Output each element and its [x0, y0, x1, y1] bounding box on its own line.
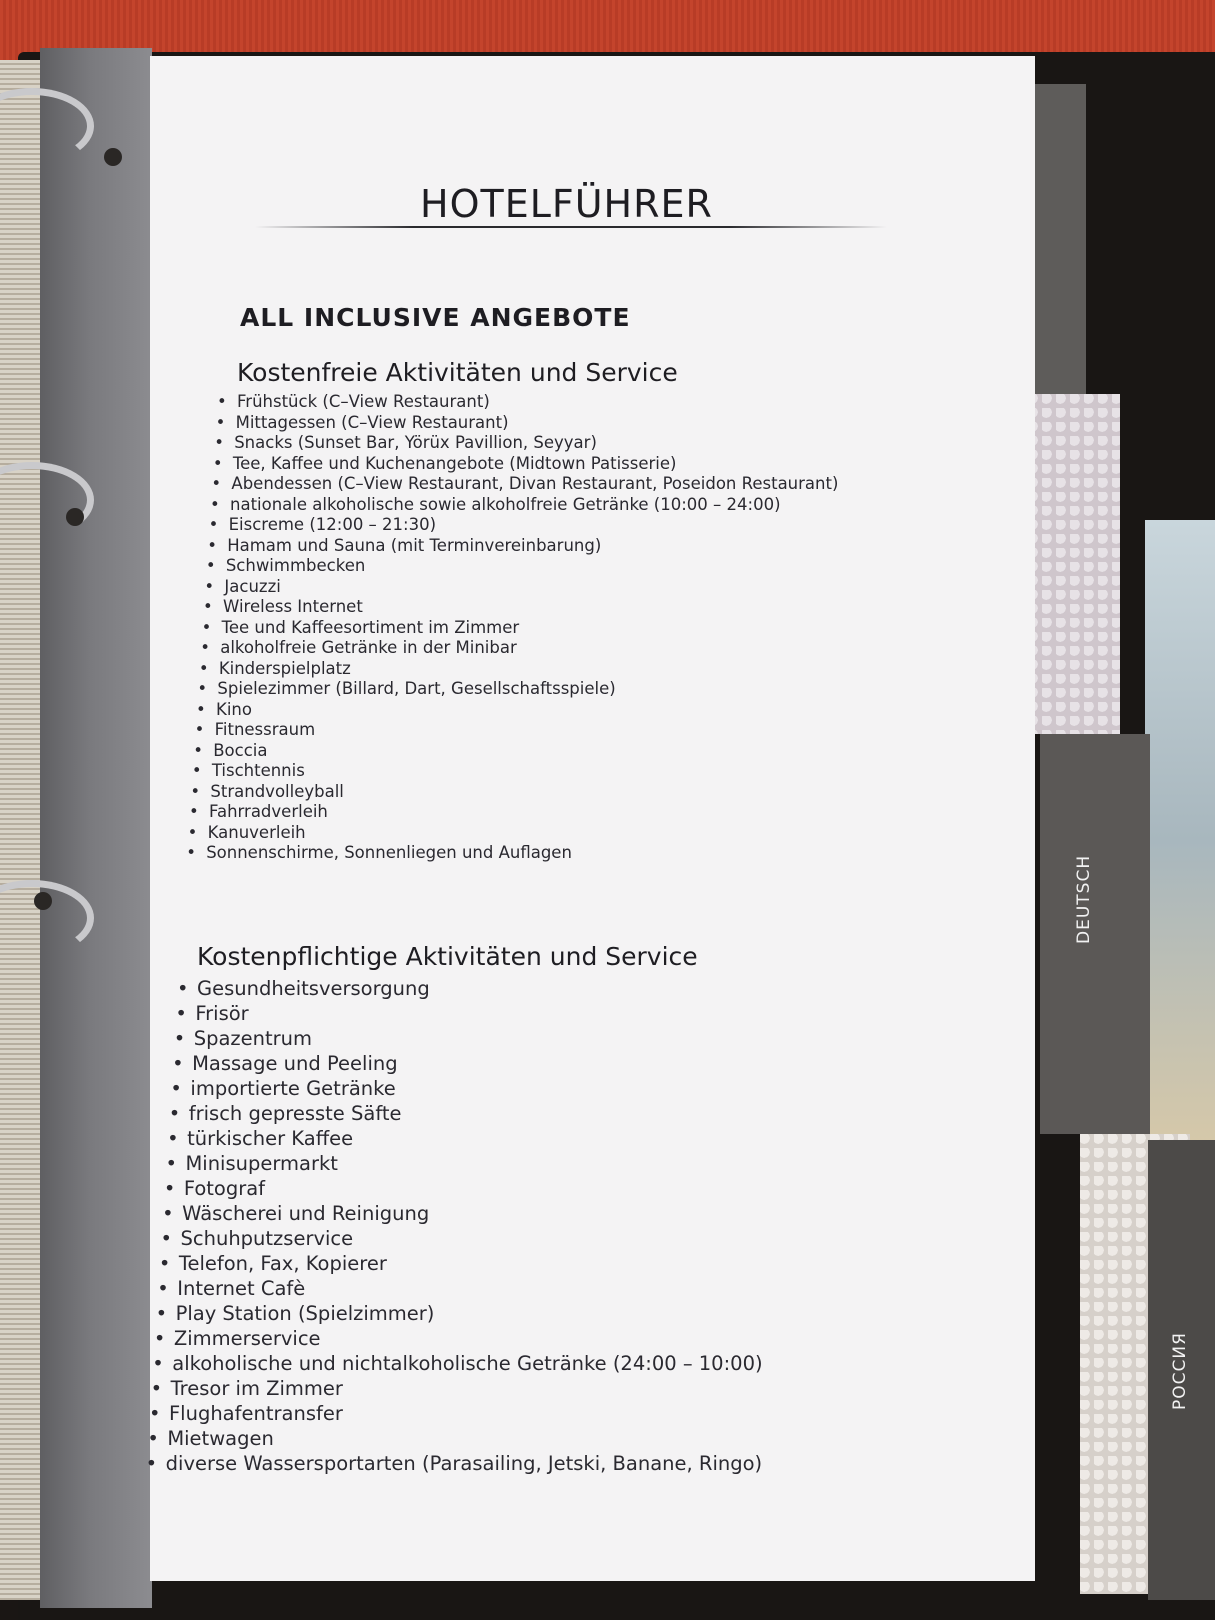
list-item: • türkischer Kaffee — [187, 1126, 784, 1151]
list-item: • Strandvolleyball — [210, 782, 817, 803]
list-item: • importierte Getränke — [190, 1076, 787, 1101]
list-item: • alkoholische und nichtalkoholische Getränke (24:00 – 10:00) — [172, 1351, 769, 1376]
list-item: • Fahrradverleih — [209, 802, 816, 823]
free-services-heading: Kostenfreie Aktivitäten und Service — [237, 358, 678, 387]
list-item: • Kanuverleih — [208, 823, 815, 844]
list-item: • Hamam und Sauna (mit Terminvereinbarung) — [227, 536, 834, 557]
title-divider — [255, 226, 887, 228]
list-item: • Wäscherei und Reinigung — [182, 1201, 779, 1226]
list-item: • Tee, Kaffee und Kuchenangebote (Midtown Patisserie) — [233, 454, 840, 475]
free-services-list — [206, 392, 844, 864]
list-item: • Abendessen (C–View Restaurant, Divan Restaurant, Poseidon Restaurant) — [231, 474, 838, 495]
list-item: • Schuhputzservice — [181, 1226, 778, 1251]
tab-label-deutsch: DEUTSCH — [1074, 854, 1094, 944]
punch-hole — [104, 148, 122, 166]
list-item: • Play Station (Spielzimmer) — [176, 1301, 773, 1326]
list-item: • Telefon, Fax, Kopierer — [179, 1251, 776, 1276]
tab-label-russian: РОССИЯ — [1170, 1332, 1190, 1410]
list-item: • Massage und Peeling — [192, 1051, 789, 1076]
list-item: • Kinderspielplatz — [219, 659, 826, 680]
list-item: • Mittagessen (C–View Restaurant) — [236, 413, 843, 434]
list-item: • frisch gepresste Säfte — [189, 1101, 786, 1126]
list-item: • Schwimmbecken — [226, 556, 833, 577]
list-item: • Fitnessraum — [215, 720, 822, 741]
list-item: • Frühstück (C–View Restaurant) — [237, 392, 844, 413]
page-stack — [0, 60, 40, 1600]
list-item: • Tee und Kaffeesortiment im Zimmer — [222, 618, 829, 639]
photo-page-edge — [1145, 520, 1215, 1160]
list-item: • Spielezimmer (Billard, Dart, Gesellschaftsspiele) — [217, 679, 824, 700]
list-item: • alkoholfreie Getränke in der Minibar — [220, 638, 827, 659]
list-item: • Kino — [216, 700, 823, 721]
page-title: HOTELFÜHRER — [420, 182, 713, 226]
punch-hole — [66, 508, 84, 526]
list-item: • nationale alkoholische sowie alkoholfreie Getränke (10:00 – 24:00) — [230, 495, 837, 516]
list-item: • Fotograf — [184, 1176, 781, 1201]
list-item: • Tischtennis — [212, 761, 819, 782]
list-item: • Wireless Internet — [223, 597, 830, 618]
list-item: • Eiscreme (12:00 – 21:30) — [229, 515, 836, 536]
list-item: • Internet Cafè — [177, 1276, 774, 1301]
list-item: • Spazentrum — [194, 1026, 791, 1051]
divider-tab-russian[interactable] — [1148, 1140, 1215, 1600]
punch-hole — [34, 892, 52, 910]
list-item: • diverse Wassersportarten (Parasailing, Jetski, Banane, Ringo) — [166, 1451, 763, 1476]
list-item: • Tresor im Zimmer — [171, 1376, 768, 1401]
list-item: • Minisupermarkt — [185, 1151, 782, 1176]
list-item: • Mietwagen — [167, 1426, 764, 1451]
list-item: • Jacuzzi — [224, 577, 831, 598]
list-item: • Sonnenschirme, Sonnenliegen und Auflagen — [206, 843, 813, 864]
section-heading: ALL INCLUSIVE ANGEBOTE — [240, 303, 631, 332]
paid-services-list — [165, 976, 794, 1476]
divider-tab-deutsch[interactable] — [1040, 734, 1150, 1134]
binder-spine — [40, 48, 152, 1608]
list-item: • Zimmerservice — [174, 1326, 771, 1351]
list-item: • Snacks (Sunset Bar, Yörüx Pavillion, Seyyar) — [234, 433, 841, 454]
list-item: • Flughafentransfer — [169, 1401, 766, 1426]
list-item: • Gesundheitsversorgung — [197, 976, 794, 1001]
paid-services-heading: Kostenpflichtige Aktivitäten und Service — [197, 942, 698, 971]
list-item: • Frisör — [195, 1001, 792, 1026]
list-item: • Boccia — [213, 741, 820, 762]
